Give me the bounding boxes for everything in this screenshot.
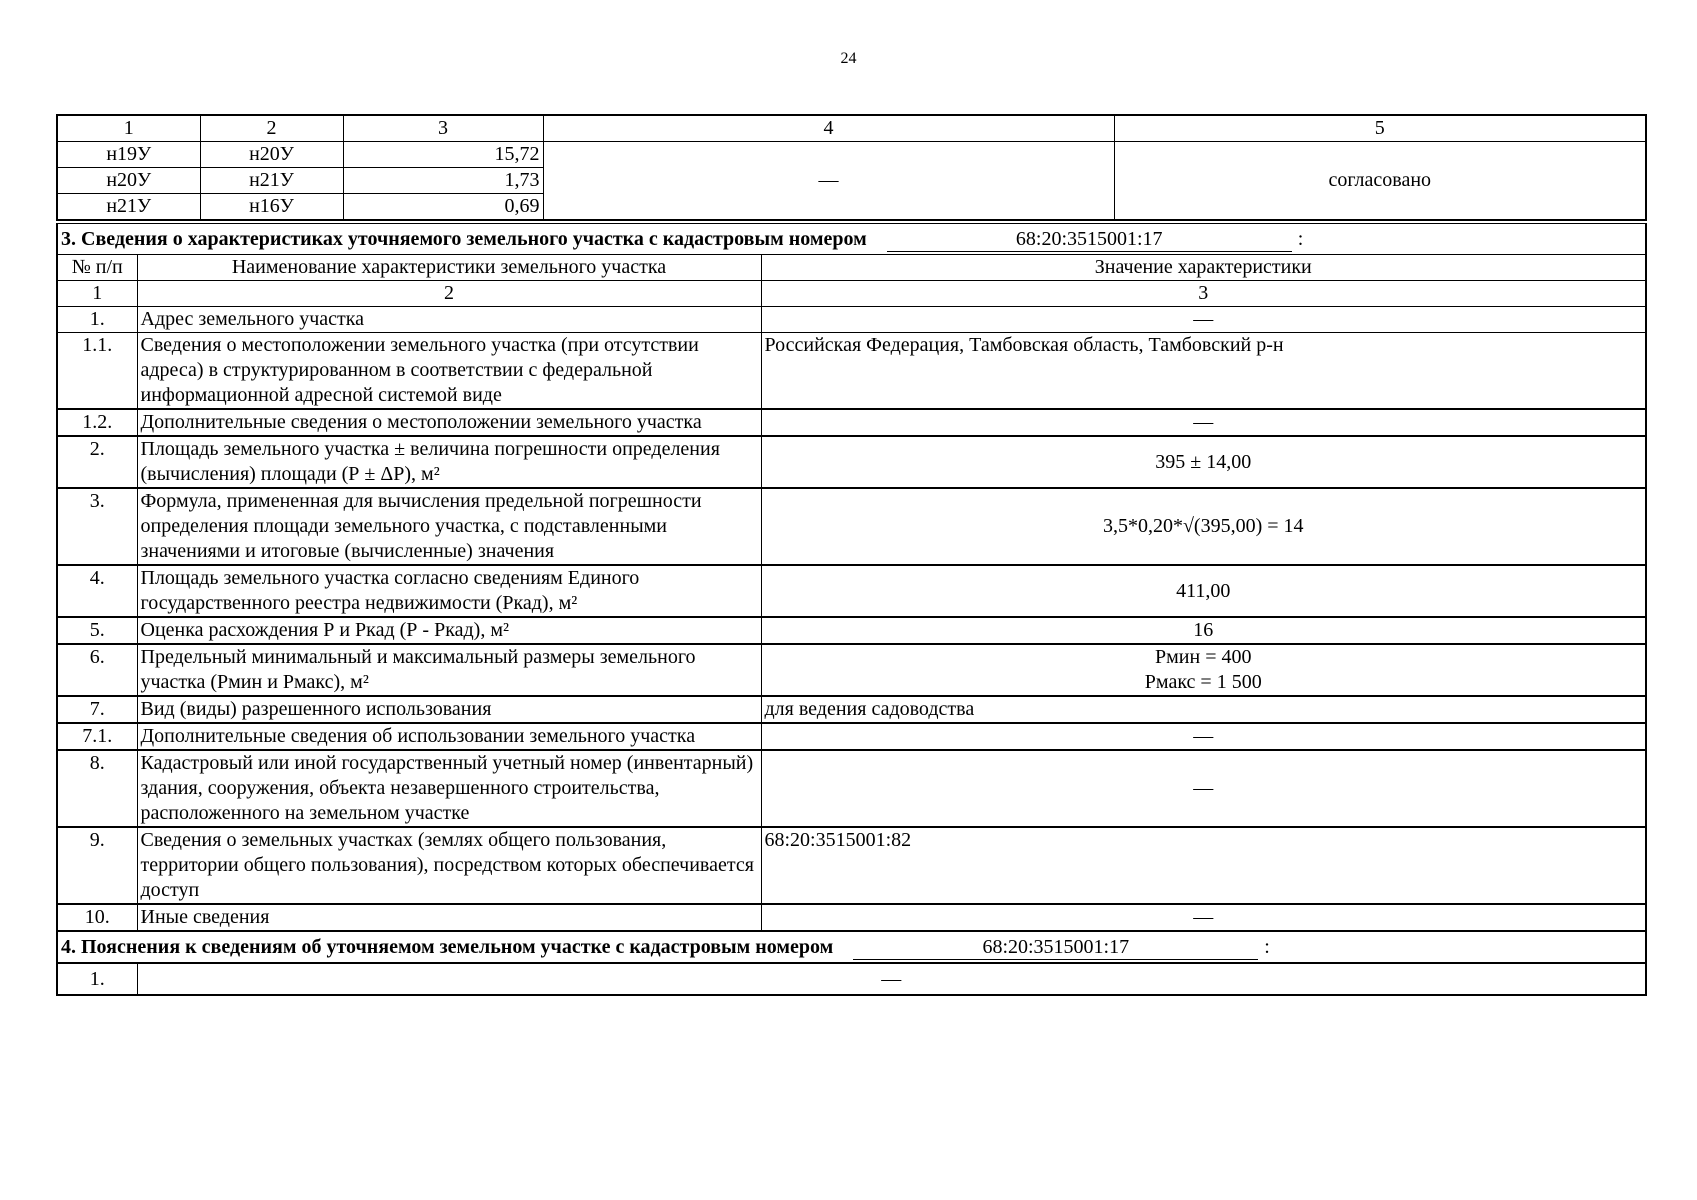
row-number: 7.1. [57, 723, 137, 750]
characteristic-value: — [761, 723, 1646, 750]
row-number: 1.2. [57, 409, 137, 436]
characteristic-name: Площадь земельного участка ± величина погрешности определения (вычисления) площади (Р ± ΔР), м² [137, 436, 761, 488]
characteristic-value [761, 644, 1646, 696]
table-row [57, 565, 1646, 617]
table-row [57, 696, 1646, 723]
column-number: 1 [57, 281, 137, 307]
table-row [57, 644, 1646, 696]
section-3-title: 3. Сведения о характеристиках уточняемого земельного участка с кадастровым номером [61, 228, 867, 250]
section-3-header [57, 224, 1646, 255]
row-number: 5. [57, 617, 137, 644]
row-number: 1.1. [57, 333, 137, 410]
header-name: Наименование характеристики земельного участка [137, 255, 761, 281]
characteristic-value: — [761, 409, 1646, 436]
row-number: 1. [57, 963, 137, 995]
characteristic-name: Кадастровый или иной государственный учетный номер (инвентарный) здания, сооружения, объекта незавершенного строительства, расположенного на земельном участке [137, 750, 761, 827]
approval-status: согласовано [1114, 142, 1646, 221]
explanation-value: — [137, 963, 1646, 995]
characteristic-value: 395 ± 14,00 [761, 436, 1646, 488]
point-from: н21У [57, 194, 200, 221]
characteristic-name: Сведения о земельных участках (землях общего пользования, территории общего пользования), посредством которых обеспечивается доступ [137, 827, 761, 904]
characteristic-name: Дополнительные сведения о местоположении земельного участка [137, 409, 761, 436]
point-to: н16У [200, 194, 343, 221]
table-header-row [57, 115, 1646, 142]
table-row [57, 750, 1646, 827]
table-row [57, 723, 1646, 750]
characteristic-value: — [761, 750, 1646, 827]
characteristic-value: — [761, 307, 1646, 333]
characteristic-value: 411,00 [761, 565, 1646, 617]
column-number: 4 [543, 115, 1114, 142]
row-number: 1. [57, 307, 137, 333]
page-number: 24 [840, 50, 857, 67]
table-row [57, 617, 1646, 644]
column-number: 3 [761, 281, 1646, 307]
characteristic-name: Сведения о местоположении земельного участка (при отсутствии адреса) в структурированном в соответствии с федеральной информационной адресной системой виде [137, 333, 761, 410]
distance-value: 1,73 [343, 168, 543, 194]
table-row [57, 963, 1646, 995]
table-row [57, 333, 1646, 410]
column-number: 3 [343, 115, 543, 142]
point-to: н20У [200, 142, 343, 168]
section-4-header [57, 931, 1646, 963]
characteristic-name: Формула, примененная для вычисления предельной погрешности определения площади земельного участка, с подставленными значениями и итоговые (вычисленные) значения [137, 488, 761, 565]
row-number: 9. [57, 827, 137, 904]
row-number: 3. [57, 488, 137, 565]
table-row [57, 827, 1646, 904]
distance-value: 15,72 [343, 142, 543, 168]
column-number: 2 [137, 281, 761, 307]
characteristic-name: Дополнительные сведения об использовании земельного участка [137, 723, 761, 750]
area-max: Рмакс = 1 500 [1144, 671, 1262, 693]
characteristic-name: Оценка расхождения Р и Ркад (Р - Ркад), м² [137, 617, 761, 644]
row-number: 6. [57, 644, 137, 696]
boundary-table [56, 114, 1647, 221]
column-numbers-row [57, 281, 1646, 307]
characteristic-value: 16 [761, 617, 1646, 644]
column-number: 1 [57, 115, 200, 142]
section-3-colon: : [1297, 228, 1304, 250]
characteristic-value: — [761, 904, 1646, 931]
row-number: 4. [57, 565, 137, 617]
row-number: 8. [57, 750, 137, 827]
description-cell: — [543, 142, 1114, 221]
point-to: н21У [200, 168, 343, 194]
table-row [57, 142, 1646, 168]
point-from: н19У [57, 142, 200, 168]
table-row [57, 436, 1646, 488]
characteristic-name: Предельный минимальный и максимальный размеры земельного участка (Рмин и Рмакс), м² [137, 644, 761, 696]
section-4-colon: : [1264, 936, 1270, 958]
characteristic-name: Площадь земельного участка согласно сведениям Единого государственного реестра недвижимости (Ркад), м² [137, 565, 761, 617]
table-row [57, 307, 1646, 333]
distance-value: 0,69 [343, 194, 543, 221]
characteristic-name: Вид (виды) разрешенного использования [137, 696, 761, 723]
characteristic-value: 3,5*0,20*√(395,00) = 14 [761, 488, 1646, 565]
section-4-cadastral-number: 68:20:3515001:17 [853, 935, 1258, 960]
point-from: н20У [57, 168, 200, 194]
characteristic-value: 68:20:3515001:82 [761, 827, 1646, 904]
row-number: 10. [57, 904, 137, 931]
row-number: 7. [57, 696, 137, 723]
header-value: Значение характеристики [761, 255, 1646, 281]
section-3-cadastral-number: 68:20:3515001:17 [887, 227, 1292, 252]
area-min: Рмин = 400 [1155, 646, 1252, 668]
characteristics-table [56, 223, 1647, 996]
table-row [57, 488, 1646, 565]
table-header-row [57, 255, 1646, 281]
column-number: 5 [1114, 115, 1646, 142]
column-number: 2 [200, 115, 343, 142]
header-number: № п/п [57, 255, 137, 281]
table-row [57, 409, 1646, 436]
characteristic-name: Иные сведения [137, 904, 761, 931]
section-4-title: 4. Пояснения к сведениям об уточняемом земельном участке с кадастровым номером [61, 936, 834, 958]
table-row [57, 904, 1646, 931]
characteristic-name: Адрес земельного участка [137, 307, 761, 333]
characteristic-value: Российская Федерация, Тамбовская область, Тамбовский р-н [761, 333, 1646, 410]
row-number: 2. [57, 436, 137, 488]
characteristic-value: для ведения садоводства [761, 696, 1646, 723]
